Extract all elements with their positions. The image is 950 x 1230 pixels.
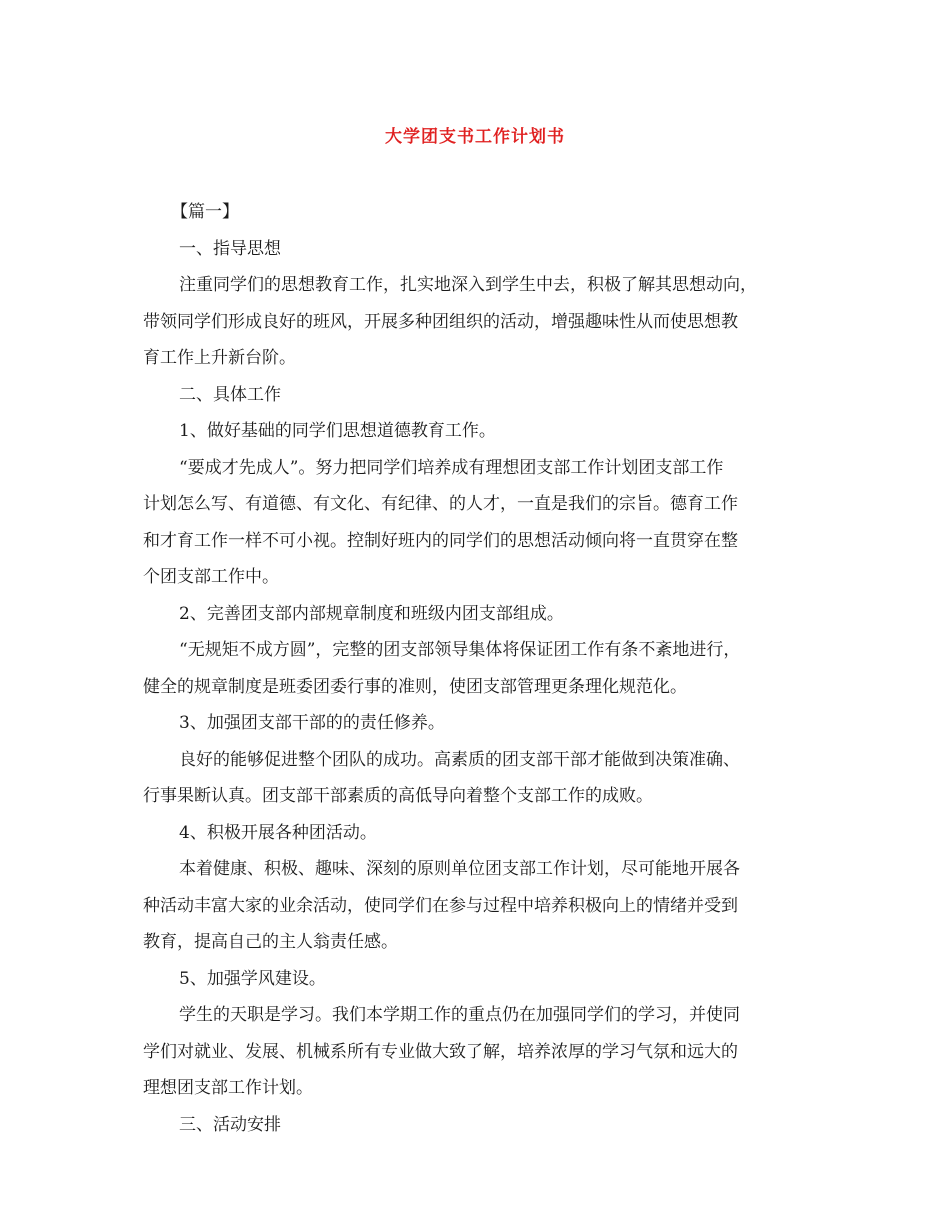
paragraph-line: 个团支部工作中。 [143, 567, 279, 587]
paragraph-line: 和才育工作一样不可小视。控制好班内的同学们的思想活动倾向将一直贯穿在整 [143, 530, 738, 551]
paragraph-line: 教育，提高自己的主人翁责任感。 [143, 932, 398, 952]
section-heading-activity-schedule: 三、活动安排 [179, 1114, 281, 1135]
paragraph-line: 育工作上升新台阶。 [143, 348, 296, 368]
subheading-item-2: 2、完善团支部内部规章制度和班级内团支部组成。 [179, 603, 564, 624]
paragraph-line: 计划怎么写、有道德、有文化、有纪律、的人才，一直是我们的宗旨。德育工作 [143, 494, 738, 514]
paragraph-line: 健全的规章制度是班委团委行事的准则，使团支部管理更条理化规范化。 [143, 676, 687, 697]
section-label-part-one: 【篇一】 [171, 202, 239, 222]
subheading-item-5: 5、加强学风建设。 [179, 968, 326, 989]
paragraph-line: 良好的能够促进整个团队的成功。高素质的团支部干部才能做到决策准确、 [179, 749, 740, 770]
paragraph-line: 注重同学们的思想教育工作，扎实地深入到学生中去，积极了解其思想动向， [179, 275, 757, 295]
paragraph-line: “要成才先成人”。努力把同学们培养成有理想团支部工作计划团支部工作 [179, 457, 724, 478]
paragraph-line: 种活动丰富大家的业余活动，使同学们在参与过程中培养积极向上的情绪并受到 [143, 895, 738, 916]
paragraph-line: 学们对就业、发展、机械系所有专业做大致了解，培养浓厚的学习气氛和远大的 [143, 1041, 738, 1062]
subheading-item-1: 1、做好基础的同学们思想道德教育工作。 [179, 421, 496, 441]
paragraph-line: 行事果断认真。团支部干部素质的高低导向着整个支部工作的成败。 [143, 786, 653, 806]
section-heading-guiding-ideology: 一、指导思想 [179, 238, 281, 259]
document-body [143, 194, 808, 1143]
paragraph-line: 本着健康、积极、趣味、深刻的原则单位团支部工作计划，尽可能地开展各 [179, 859, 740, 879]
subheading-item-3: 3、加强团支部干部的的责任修养。 [179, 713, 445, 733]
document-title: 大学团支书工作计划书 [385, 127, 565, 147]
paragraph-line: “无规矩不成方圆”，完整的团支部领导集体将保证团工作有条不紊地进行， [179, 640, 741, 660]
paragraph-line: 理想团支部工作计划。 [143, 1078, 313, 1098]
section-heading-specific-work: 二、具体工作 [179, 384, 281, 405]
paragraph-line: 带领同学们形成良好的班风，开展多种团组织的活动，增强趣味性从而使思想教 [143, 311, 738, 332]
paragraph-line: 学生的天职是学习。我们本学期工作的重点仍在加强同学们的学习，并使同 [179, 1005, 740, 1025]
subheading-item-4: 4、积极开展各种团活动。 [179, 822, 377, 843]
